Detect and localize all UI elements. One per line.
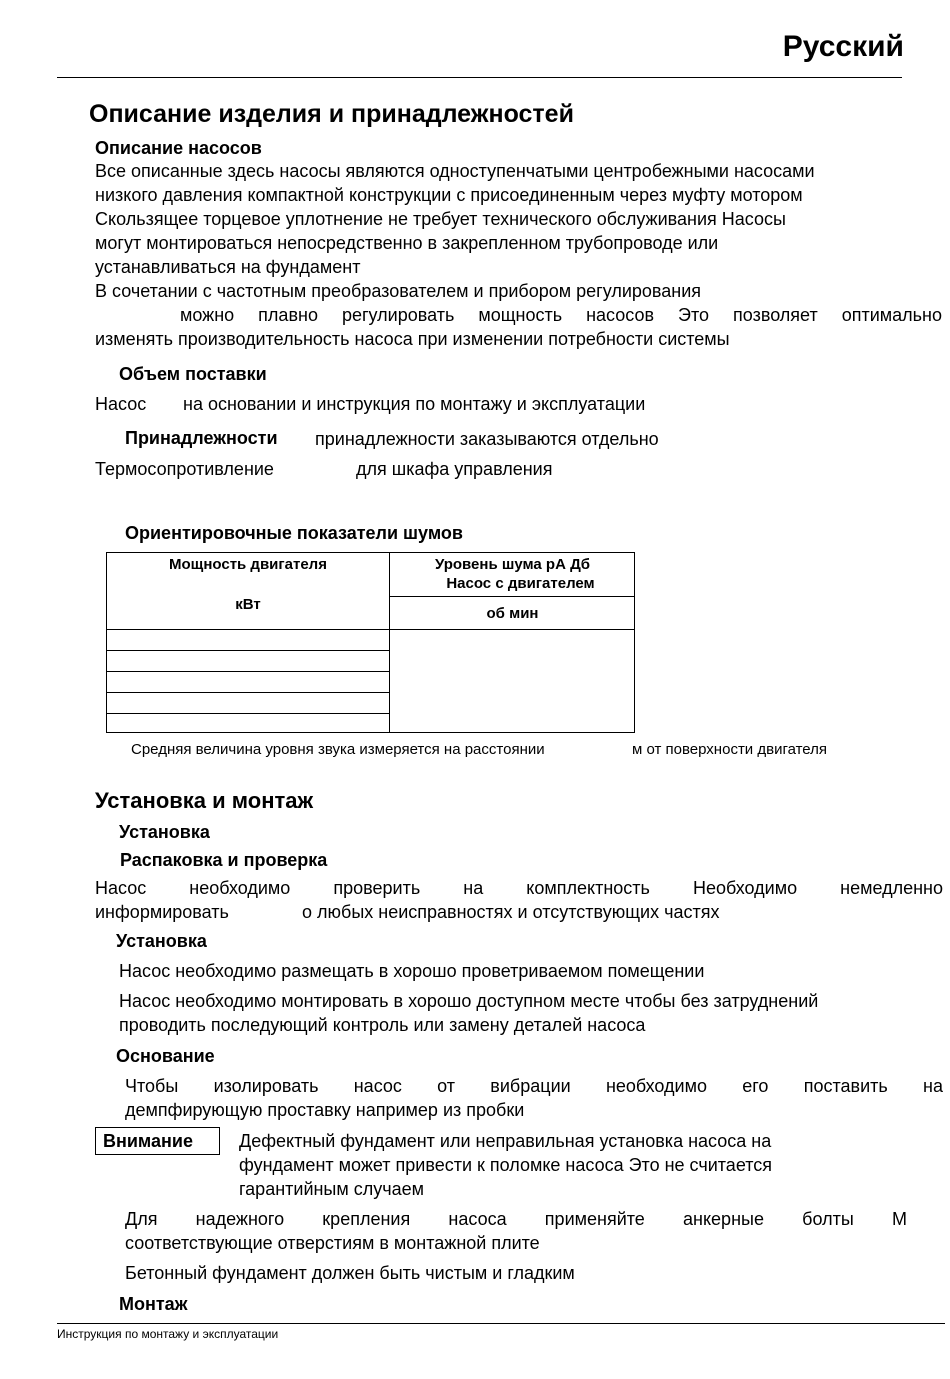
warning-line-2: фундамент может привести к поломке насоса Это не считается: [239, 1155, 773, 1175]
unpacking-line-2a: информировать: [95, 902, 229, 922]
setup-paragraph-2-line-2: проводить последующий контроль или замену деталей насоса: [119, 1015, 646, 1035]
pumps-line-7: можно плавно регулировать мощность насосов Это позволяет оптимально: [180, 305, 942, 325]
subheading-foundation: Основание: [116, 1046, 215, 1066]
table-header-divider: [389, 596, 634, 597]
subheading-pumps: Описание насосов: [95, 138, 262, 158]
table-header-bottom: [107, 629, 634, 630]
table-header-rpm: об мин: [486, 605, 539, 622]
pumps-line-2: низкого давления компактной конструкции с присоединенным через муфту мотором: [95, 185, 803, 205]
warning-line-3: гарантийным случаем: [239, 1179, 425, 1199]
table-row-line: [107, 713, 389, 714]
pumps-line-3: Скользящее торцевое уплотнение не требует технического обслуживания Насосы: [95, 209, 786, 229]
setup-paragraph-1: Насос необходимо размещать в хорошо проветриваемом помещении: [119, 961, 705, 981]
accessories-note: принадлежности заказываются отдельно: [315, 429, 659, 449]
unpacking-line-1: Насос необходимо проверить на комплектность Необходимо немедленно: [95, 878, 943, 898]
noise-footnote-a: Средняя величина уровня звука измеряется на расстоянии: [131, 741, 545, 758]
section-title-product: Описание изделия и принадлежностей: [89, 100, 574, 128]
table-header-power: Мощность двигателя: [169, 556, 327, 573]
accessories-item-a: Термосопротивление: [95, 459, 274, 479]
foundation-paragraph-2-line-1: Для надежного крепления насоса применяйте анкерные болты М: [125, 1209, 907, 1229]
table-header-noise-line2: Насос с двигателем: [446, 575, 595, 592]
warning-line-1: Дефектный фундамент или неправильная установка насоса на: [239, 1131, 772, 1151]
subheading-installation: Установка: [119, 822, 210, 842]
unpacking-line-2b: о любых неисправностях и отсутствующих частях: [302, 902, 720, 922]
pumps-line-1: Все описанные здесь насосы являются одноступенчатыми центробежными насосами: [95, 161, 815, 181]
table-row-line: [107, 671, 389, 672]
noise-table: [106, 552, 635, 733]
warning-label: Внимание: [95, 1127, 220, 1155]
accessories-item-b: для шкафа управления: [356, 459, 553, 479]
footer-text: Инструкция по монтажу и эксплуатации: [57, 1327, 279, 1341]
table-row-line: [107, 692, 389, 693]
foundation-paragraph-1-line-2: демпфирующую проставку например из пробки: [125, 1100, 525, 1120]
footer-rule: [57, 1323, 945, 1324]
section-title-installation: Установка и монтаж: [95, 788, 314, 813]
foundation-paragraph-2-line-2: соответствующие отверстиям в монтажной плите: [125, 1233, 540, 1253]
delivery-item-b: на основании и инструкция по монтажу и эксплуатации: [183, 394, 646, 414]
subheading-delivery: Объем поставки: [119, 364, 267, 384]
subheading-unpacking: Распаковка и проверка: [120, 850, 328, 870]
pumps-line-6: В сочетании с частотным преобразователем и прибором регулирования: [95, 281, 702, 301]
subheading-mounting: Монтаж: [119, 1294, 188, 1314]
table-row-line: [107, 650, 389, 651]
header-rule: [57, 77, 902, 78]
table-header-power-unit: кВт: [235, 596, 261, 613]
language-label: Русский: [782, 30, 904, 63]
foundation-paragraph-3: Бетонный фундамент должен быть чистым и гладким: [125, 1263, 575, 1283]
setup-paragraph-2-line-1: Насос необходимо монтировать в хорошо доступном месте чтобы без затруднений: [119, 991, 819, 1011]
table-column-divider: [389, 553, 390, 732]
noise-footnote-b: м от поверхности двигателя: [632, 741, 828, 758]
table-header-noise-line1: Уровень шума рА Дб: [434, 556, 591, 573]
pumps-line-8: изменять производительность насоса при изменении потребности системы: [95, 329, 730, 349]
delivery-item-a: Насос: [95, 394, 147, 414]
subheading-noise: Ориентировочные показатели шумов: [125, 523, 463, 543]
pumps-line-5: устанавливаться на фундамент: [95, 257, 361, 277]
subheading-setup: Установка: [116, 931, 207, 951]
pumps-line-4: могут монтироваться непосредственно в закрепленном трубопроводе или: [95, 233, 719, 253]
foundation-paragraph-1-line-1: Чтобы изолировать насос от вибрации необходимо его поставить на: [125, 1076, 943, 1096]
subheading-accessories: Принадлежности: [125, 428, 278, 448]
